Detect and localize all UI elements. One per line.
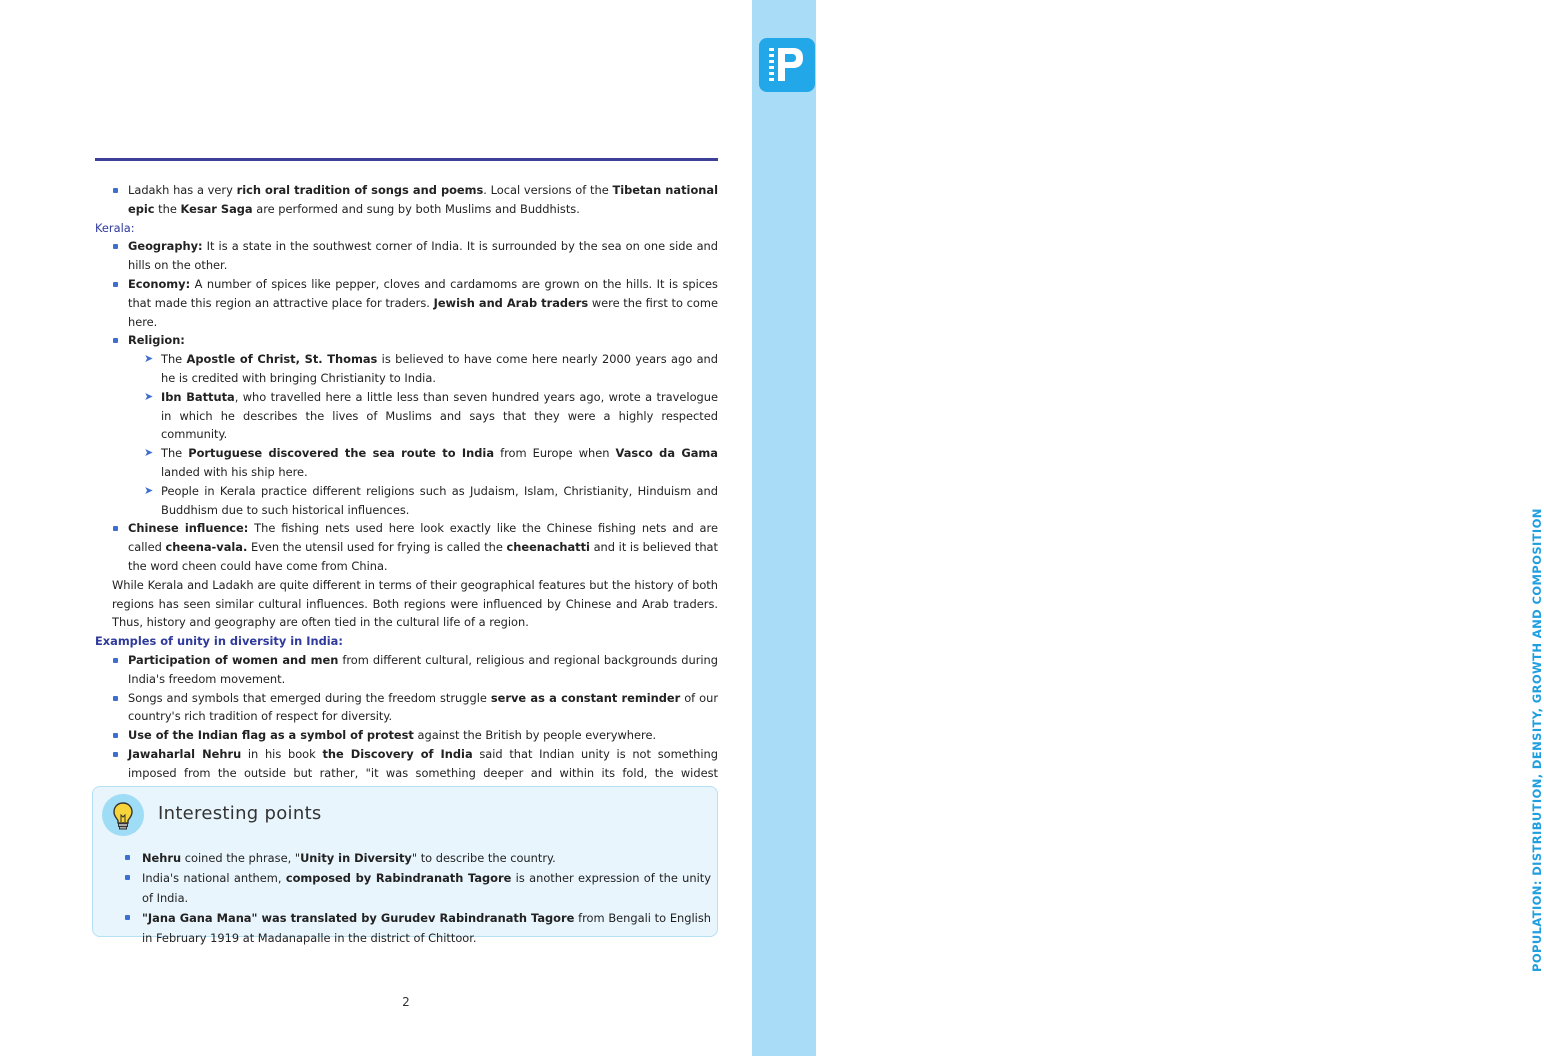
kerala-geography-item: Geography: It is a state in the southwest corner of India. It is surrounded by the sea on one side and hills on the other. [95, 237, 718, 275]
kerala-ladakh-summary: While Kerala and Ladakh are quite different in terms of their geographical features but the history of both regions has seen similar cultural influences. Both regions were influenced by Chinese and Arab traders. Thus, history and geography are often tied in the cultural life of a region. [112, 577, 718, 630]
arrow-bullet-icon: ➤ [144, 483, 154, 497]
page-number: 2 [402, 995, 410, 1009]
kerala-heading: Kerala: [95, 220, 135, 235]
arrow-bullet-icon: ➤ [144, 352, 154, 366]
religion-subitem: ➤ The Apostle of Christ, St. Thomas is believed to have come here nearly 2000 years ago and he is credited with bringing Christianity to India. [144, 352, 718, 385]
interesting-point-item: India's national anthem, composed by Rabindranath Tagore is another expression of the unity of India. [125, 868, 711, 908]
unity-item: Songs and symbols that emerged during the freedom struggle serve as a constant reminder of our country's rich tradition of respect for diversity. [95, 689, 718, 727]
unity-item: Use of the Indian flag as a symbol of protest against the British by people everywhere. [95, 726, 718, 745]
kerala-religion-item: Religion: [95, 331, 718, 350]
arrow-bullet-icon: ➤ [144, 389, 154, 403]
religion-subitem: ➤ Ibn Battuta, who travelled here a little less than seven hundred years ago, wrote a travelogue in which he describes the lives of Muslims and says that they were a highly respected community. [144, 389, 718, 442]
chapter-title: POPULATION: DISTRIBUTION, DENSITY, GROWTH AND COMPOSITION [1530, 508, 1544, 972]
religion-subitem: ➤ The Portuguese discovered the sea route to India from Europe when Vasco da Gama landed with his ship here. [144, 446, 718, 479]
kerala-economy-item: Economy: A number of spices like pepper, cloves and cardamoms are grown on the hills. It is spices that made this region an attractive place for traders. Jewish and Arab traders were the first to come here. [95, 275, 718, 331]
header-rule [95, 158, 718, 161]
unity-heading: Examples of unity in diversity in India: [95, 634, 343, 649]
interesting-points-title: Interesting points [158, 803, 322, 824]
arrow-bullet-icon: ➤ [144, 446, 154, 460]
ladakh-oral-tradition-item: Ladakh has a very rich oral tradition of songs and poems. Local versions of the Tibetan national epic the Kesar Saga are performed and sung by both Muslims and Buddhists. [95, 181, 718, 219]
main-content [95, 181, 718, 801]
publisher-logo-icon [759, 38, 815, 92]
sidebar [752, 0, 1544, 1056]
unity-item: Jawaharlal Nehru in his book the Discovery of India said that Indian unity is not something imposed from the outside but rather, "it was something deeper and within its fold, the widest [95, 745, 718, 801]
kerala-chinese-influence-item: Chinese influence: The fishing nets used here look exactly like the Chinese fishing nets and are called cheena-vala. Even the utensil used for frying is called the cheenachatti and it is believed that the word cheen could have come from China. [95, 519, 718, 575]
religion-subitem: ➤ People in Kerala practice different religions such as Judaism, Islam, Christianity, Hinduism and Buddhism due to such historical influences. [144, 483, 718, 517]
interesting-point-item: "Jana Gana Mana" was translated by Gurudev Rabindranath Tagore from Bengali to English in February 1919 at Madanapalle in the district of Chittoor. [125, 908, 711, 948]
unity-item: Participation of women and men from different cultural, religious and regional backgrounds during India's freedom movement. [95, 651, 718, 689]
interesting-points-list [125, 848, 711, 948]
lightbulb-icon [102, 794, 144, 836]
interesting-point-item: Nehru coined the phrase, "Unity in Diversity" to describe the country. [125, 848, 711, 868]
